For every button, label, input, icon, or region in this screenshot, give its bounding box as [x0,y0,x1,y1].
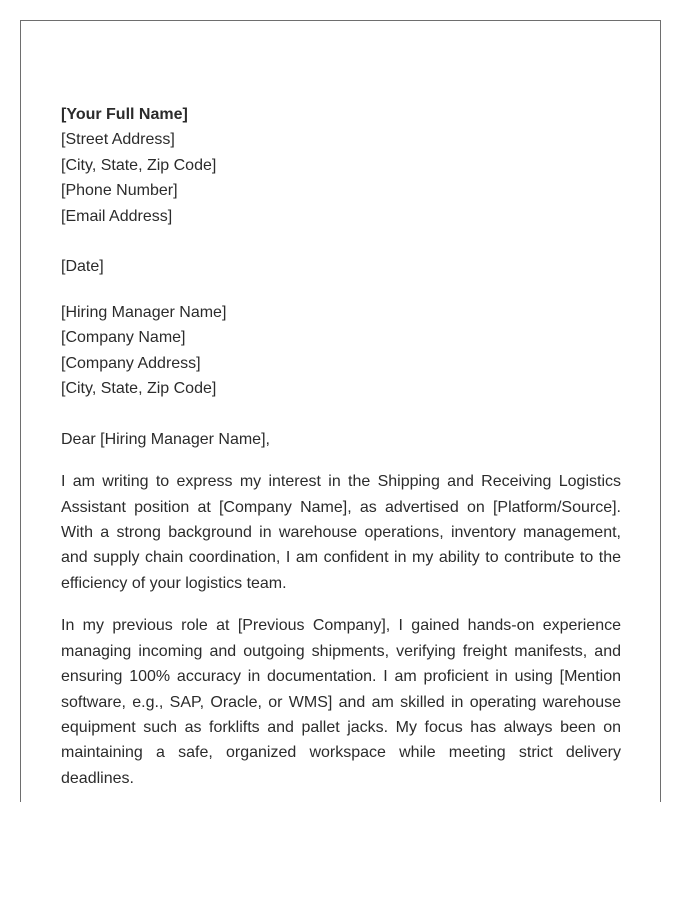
sender-city: [City, State, Zip Code] [61,156,217,174]
sender-phone: [Phone Number] [61,182,178,200]
recipient-block [61,300,621,402]
letter-greeting: Dear [Hiring Manager Name], [61,430,270,448]
recipient-city: [City, State, Zip Code] [61,380,217,398]
letter-content [61,102,621,791]
sender-name: [Your Full Name] [61,106,188,123]
sender-street: [Street Address] [61,131,175,149]
recipient-company: [Company Name] [61,329,186,347]
recipient-manager: [Hiring Manager Name] [61,303,227,321]
body-paragraph-1: I am writing to express my interest in the Shipping and Receiving Logistics Assistant position at [Company Name], as advertised on [Platform/Source]. With a strong background in warehouse operations, inventory management, and supply chain coordination, I am confident in my ability to contribute to the efficiency of your logistics team. [61,473,621,592]
letter-page [20,20,661,802]
body-paragraph-2: In my previous role at [Previous Company], I gained hands-on experience managing incoming and outgoing shipments, verifying freight manifests, and ensuring 100% accuracy in documentation. I am proficient in using [Mention software, e.g., SAP, Oracle, or WMS] and am skilled in operating warehouse equipment such as forklifts and pallet jacks. My focus has always been on maintaining a safe, organized workspace while meeting strict delivery deadlines. [61,617,621,787]
sender-email: [Email Address] [61,207,173,225]
letter-date: [Date] [61,258,104,276]
sender-block [61,102,621,229]
recipient-address: [Company Address] [61,354,201,372]
